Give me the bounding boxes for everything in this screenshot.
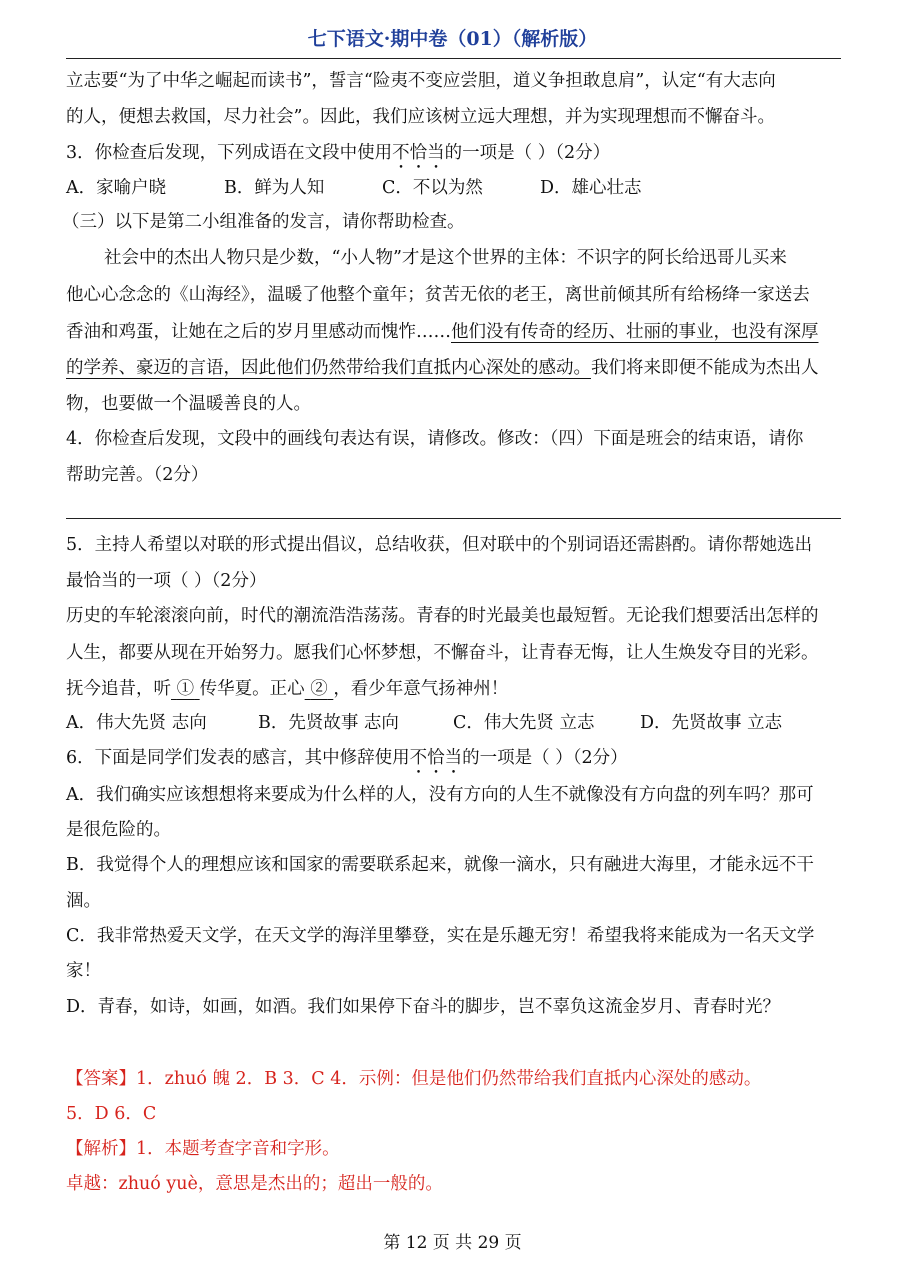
couplet-text: 抚今追昔，听 xyxy=(66,679,171,699)
question-3 xyxy=(66,143,846,173)
question-5: 5．主持人希望以对联的形式提出倡议，总结收获，但对联中的个别词语还需斟酌。请你帮她选出 xyxy=(66,535,813,555)
answer-line: 5．D 6．C xyxy=(66,1104,157,1124)
blank-1 xyxy=(171,679,200,699)
answer-line: 【答案】1．zhuó 魄 2．B 3．C 4．示例：但是他们仍然带给我们直抵内心深处的感动。 xyxy=(66,1069,762,1089)
couplet-text: 历史的车轮滚滚向前，时代的潮流浩浩荡荡。青春的时光最美也最短暂。无论我们想要活出怎样的 xyxy=(66,606,819,626)
option-d: D．雄心壮志 xyxy=(540,178,642,198)
option-c: C．伟大先贤 立志 xyxy=(453,713,595,733)
blank-1-label: ① xyxy=(176,679,195,699)
question-6-text: 6．下面是同学们发表的感言，其中修辞使用 xyxy=(66,748,410,768)
option-b: 涸。 xyxy=(66,891,101,911)
option-c: C．不以为然 xyxy=(382,178,483,198)
underlined-sentence: 的学养、豪迈的言语，因此他们仍然带给我们直抵内心深处的感动。 xyxy=(66,358,591,378)
passage-text: 香油和鸡蛋，让她在之后的岁月里感动而愧怍…… xyxy=(66,322,451,342)
analysis-line: 【解析】1．本题考查字音和字形。 xyxy=(66,1139,340,1159)
page-header-title: 七下语文·期中卷（01）（解析版） xyxy=(307,28,598,50)
option-a: A．我们确实应该想想将来要成为什么样的人，没有方向的人生不就像没有方向盘的列车吗？那可 xyxy=(66,785,814,805)
emphasis-text: 不恰当 xyxy=(409,748,463,768)
text-line: 立志要“为了中华之崛起而读书”，誓言“险夷不变应尝胆，道义争担敢息肩”，认定“有大志向 xyxy=(66,71,776,91)
header-divider xyxy=(66,58,841,59)
question-6-suffix: 的一项是（ ）（2分） xyxy=(462,748,628,768)
passage-line xyxy=(66,360,846,378)
question-5: 最恰当的一项（ ）（2分） xyxy=(66,571,267,591)
question-3-text: 3．你检查后发现，下列成语在文段中使用 xyxy=(66,143,393,163)
passage-line xyxy=(66,324,846,342)
option-b: B．我觉得个人的理想应该和国家的需要联系起来，就像一滴水，只有融进大海里，才能永远不干 xyxy=(66,855,814,875)
option-d: D．先贤故事 立志 xyxy=(640,713,783,733)
blank-2 xyxy=(305,679,334,699)
passage-line: 物，也要做一个温暖善良的人。 xyxy=(66,394,311,414)
couplet-text: 传华夏。正心 xyxy=(199,679,305,699)
answer-blank-line xyxy=(66,518,841,519)
option-b: B．先贤故事 志向 xyxy=(258,713,399,733)
passage-line: 社会中的杰出人物只是少数，“小人物”才是这个世界的主体：不识字的阿长给迅哥儿买来 xyxy=(104,248,787,268)
question-6 xyxy=(66,748,846,778)
underlined-sentence: 他们没有传奇的经历、壮丽的事业，也没有深厚 xyxy=(451,322,819,342)
option-c: C．我非常热爱天文学，在天文学的海洋里攀登，实在是乐趣无穷！希望我将来能成为一名天文学 xyxy=(66,926,815,946)
option-a: 是很危险的。 xyxy=(66,820,171,840)
option-a: A．伟大先贤 志向 xyxy=(66,713,207,733)
couplet-text: ，看少年意气扬神州！ xyxy=(333,679,509,699)
passage-line: 他心心念念的《山海经》，温暖了他整个童年；贫苦无依的老王，离世前倾其所有给杨绛一家送去 xyxy=(66,285,810,305)
option-c: 家！ xyxy=(66,961,101,981)
option-d: D．青春，如诗，如画，如酒。我们如果停下奋斗的脚步，岂不辜负这流金岁月、青春时光？ xyxy=(66,997,781,1017)
analysis-line: 卓越：zhuó yuè，意思是杰出的；超出一般的。 xyxy=(66,1174,443,1194)
couplet-text: 人生，都要从现在开始努力。愿我们心怀梦想，不懈奋斗，让青春无悔，让人生焕发夺目的光彩。 xyxy=(66,643,819,663)
option-b: B．鲜为人知 xyxy=(224,178,325,198)
question-4: 帮助完善。（2分） xyxy=(66,465,209,485)
question-3-suffix: 的一项是（ ）（2分） xyxy=(444,143,611,163)
emphasis-text: 不恰当 xyxy=(392,143,445,163)
page-number: 第 12 页 共 29 页 xyxy=(383,1233,522,1253)
question-5-options xyxy=(66,715,846,733)
text-line: 的人，便想去救国，尽力社会”。因此，我们应该树立远大理想，并为实现理想而不懈奋斗。 xyxy=(66,107,775,127)
question-3-options xyxy=(66,180,846,198)
passage-text: 我们将来即便不能成为杰出人 xyxy=(591,358,819,378)
question-4: 4．你检查后发现，文段中的画线句表达有误，请修改。修改：（四）下面是班会的结束语，请你 xyxy=(66,429,804,449)
section-3-heading: （三）以下是第二小组准备的发言，请你帮助检查。 xyxy=(62,212,465,232)
option-a: A．家喻户晓 xyxy=(66,178,167,198)
blank-2-label: ② xyxy=(310,679,328,699)
couplet-line xyxy=(66,681,846,699)
